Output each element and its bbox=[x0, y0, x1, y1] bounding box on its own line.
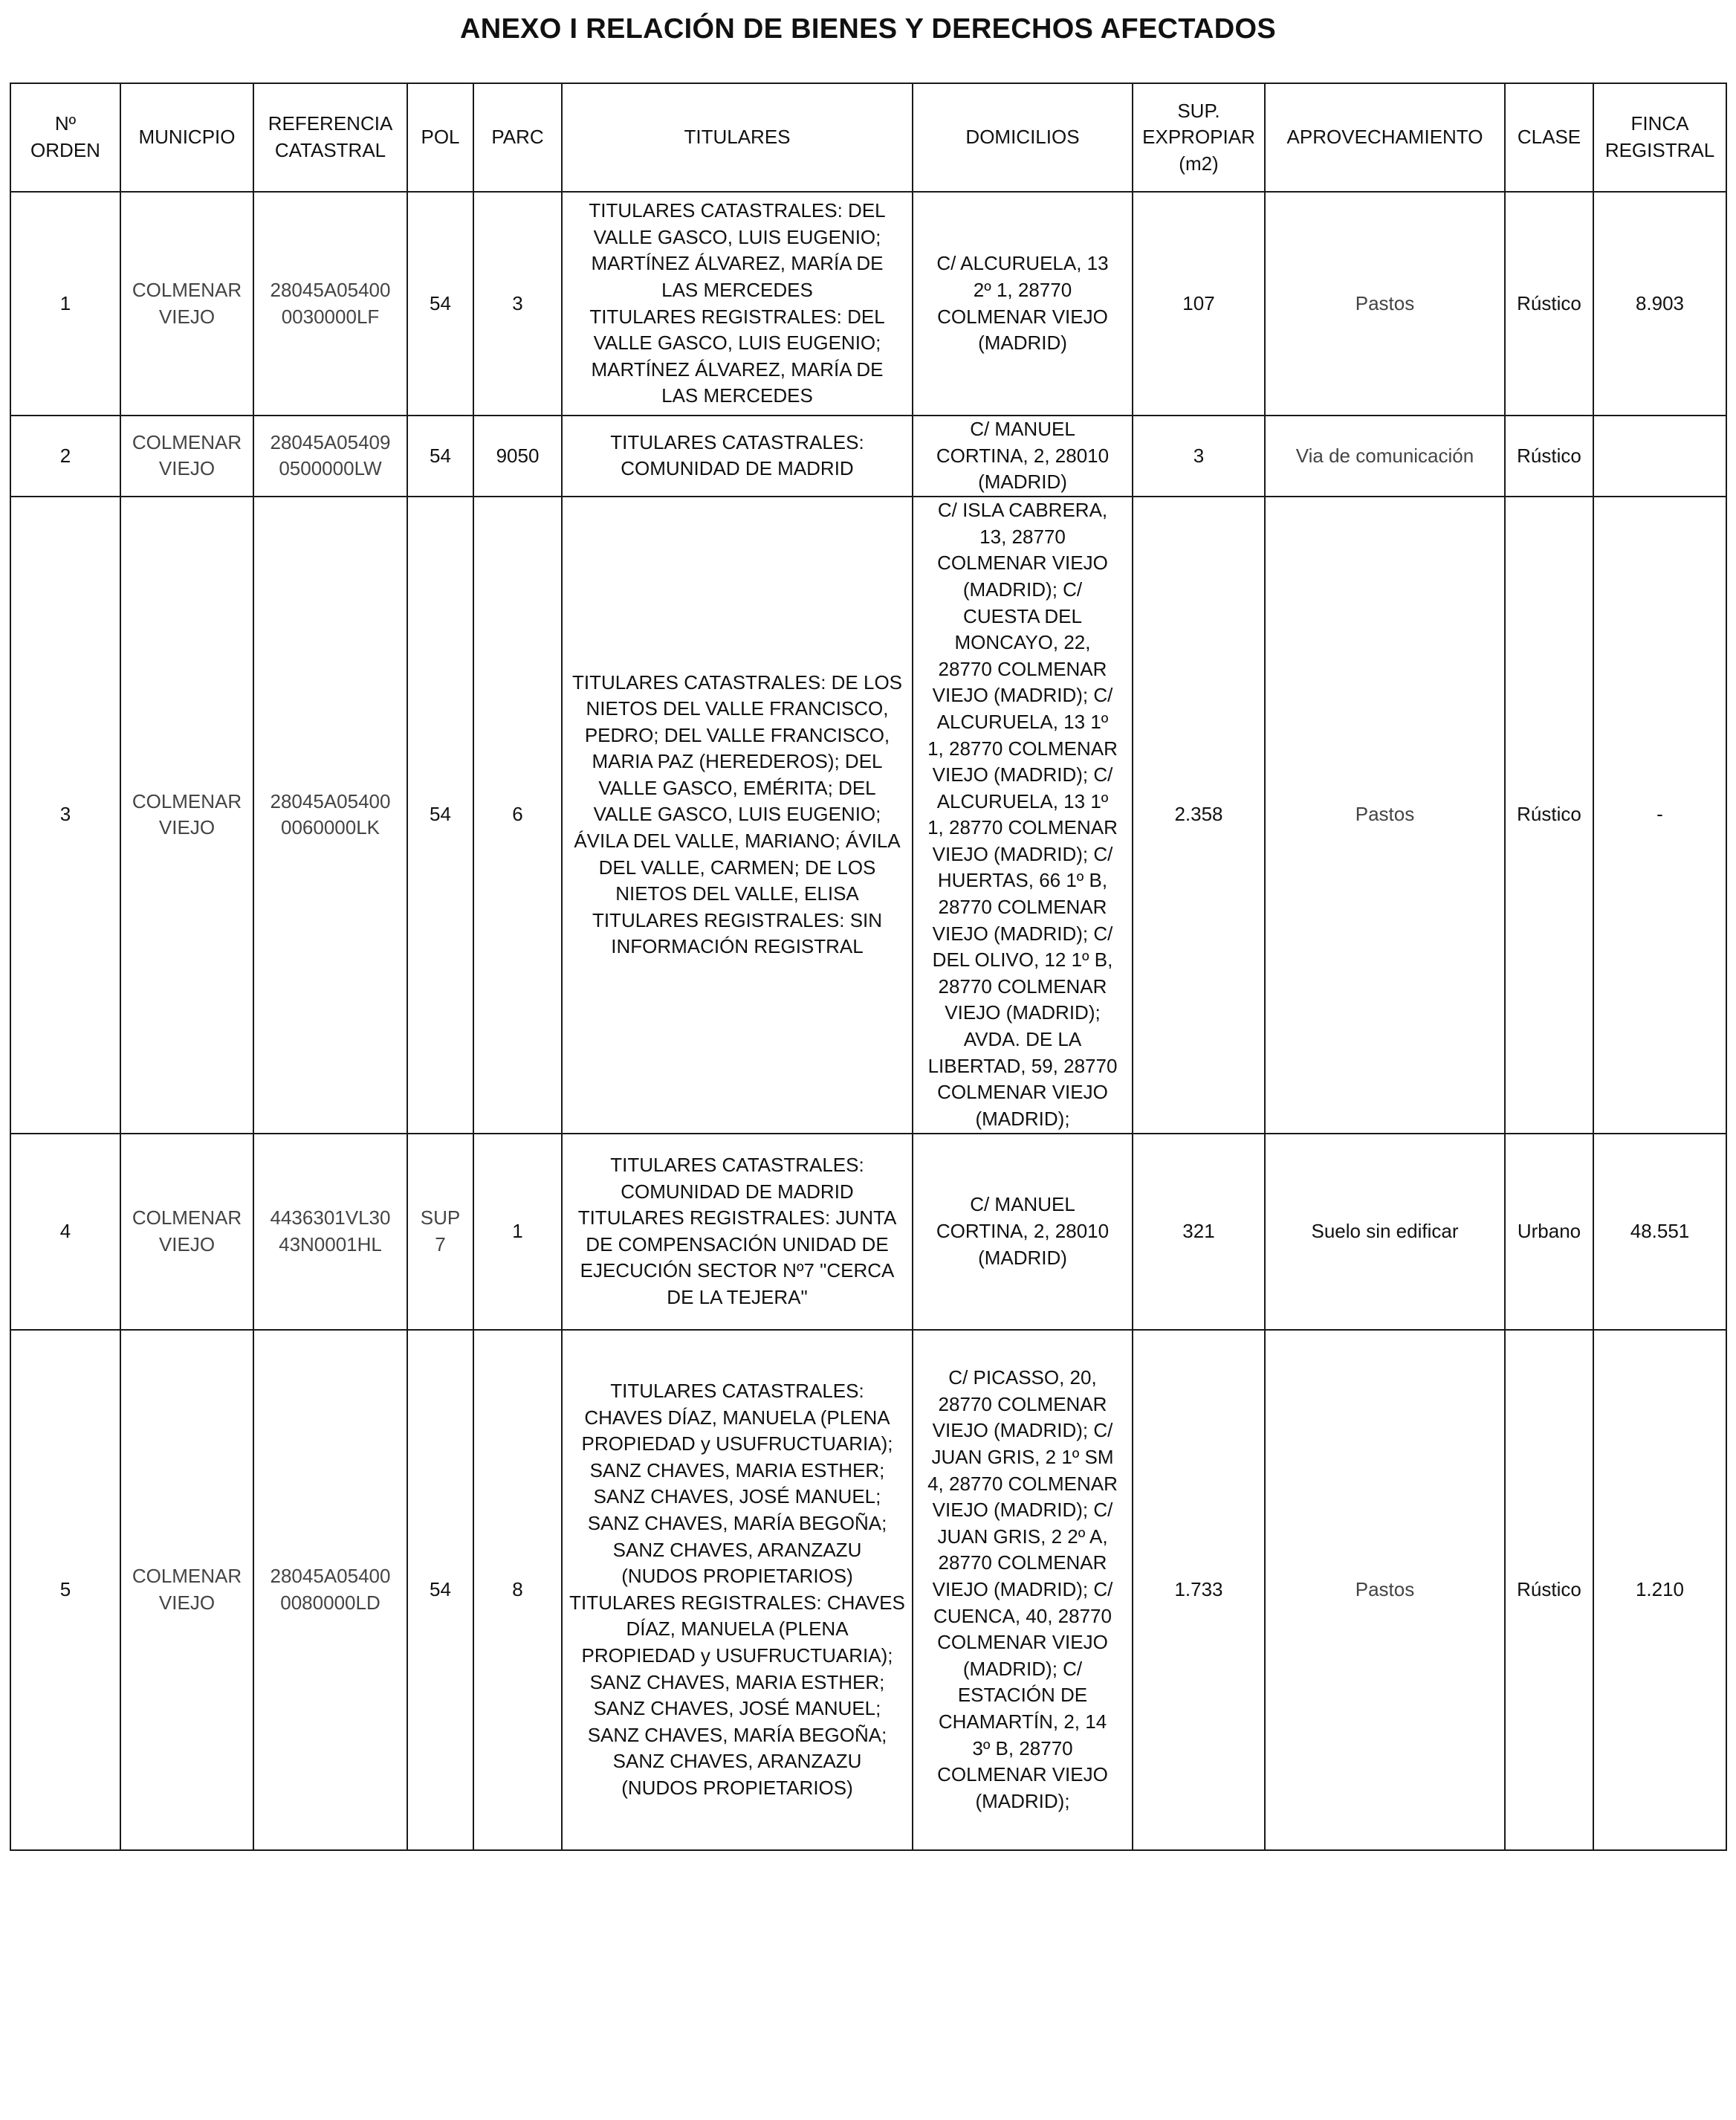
header-municipio: MUNICPIO bbox=[120, 83, 253, 192]
cell-pol: SUP 7 bbox=[407, 1134, 473, 1330]
cell-orden: 4 bbox=[10, 1134, 120, 1330]
annex-table bbox=[10, 83, 1727, 1851]
cell-clase: Rústico bbox=[1505, 1330, 1593, 1850]
cell-parc: 1 bbox=[473, 1134, 562, 1330]
cell-municipio: COLMENAR VIEJO bbox=[120, 1134, 253, 1330]
cell-referencia: 28045A05409 0500000LW bbox=[253, 416, 407, 497]
cell-finca: - bbox=[1593, 497, 1726, 1134]
header-pol: POL bbox=[407, 83, 473, 192]
cell-orden: 1 bbox=[10, 192, 120, 416]
cell-parc: 3 bbox=[473, 192, 562, 416]
cell-clase: Rústico bbox=[1505, 497, 1593, 1134]
cell-parc: 8 bbox=[473, 1330, 562, 1850]
cell-domicilios: C/ ALCURUELA, 13 2º 1, 28770 COLMENAR VIEJO (MADRID) bbox=[913, 192, 1133, 416]
cell-domicilios: C/ ISLA CABRERA, 13, 28770 COLMENAR VIEJO (MADRID); C/ CUESTA DEL MONCAYO, 22, 28770 COLMENAR VIEJO (MADRID); C/ ALCURUELA, 13 1º 1, 28770 COLMENAR VIEJO (MADRID); C/ ALCURUELA, 13 1º 1, 28770 COLMENAR VIEJO (MADRID); C/ HUERTAS, 66 1º B, 28770 COLMENAR VIEJO (MADRID); C/ DEL OLIVO, 12 1º B, 28770 COLMENAR VIEJO (MADRID); AVDA. DE LA LIBERTAD, 59, 28770 COLMENAR VIEJO (MADRID); bbox=[913, 497, 1133, 1134]
cell-referencia: 28045A05400 0060000LK bbox=[253, 497, 407, 1134]
cell-clase: Urbano bbox=[1505, 1134, 1593, 1330]
cell-municipio: COLMENAR VIEJO bbox=[120, 416, 253, 497]
cell-aprovechamiento: Suelo sin edificar bbox=[1265, 1134, 1505, 1330]
page-title: ANEXO I RELACIÓN DE BIENES Y DERECHOS AFECTADOS bbox=[460, 13, 1276, 45]
table-row bbox=[10, 1330, 1726, 1850]
cell-orden: 2 bbox=[10, 416, 120, 497]
header-aprovechamiento: APROVECHAMIENTO bbox=[1265, 83, 1505, 192]
cell-superficie: 1.733 bbox=[1133, 1330, 1265, 1850]
cell-domicilios: C/ MANUEL CORTINA, 2, 28010 (MADRID) bbox=[913, 1134, 1133, 1330]
cell-pol: 54 bbox=[407, 416, 473, 497]
cell-aprovechamiento: Pastos bbox=[1265, 192, 1505, 416]
cell-titulares: TITULARES CATASTRALES: DEL VALLE GASCO, LUIS EUGENIO; MARTÍNEZ ÁLVAREZ, MARÍA DE LAS MERCEDES TITULARES REGISTRALES: DEL VALLE GASCO, LUIS EUGENIO; MARTÍNEZ ÁLVAREZ, MARÍA DE LAS MERCEDES bbox=[562, 192, 913, 416]
cell-superficie: 3 bbox=[1133, 416, 1265, 497]
cell-titulares: TITULARES CATASTRALES: DE LOS NIETOS DEL VALLE FRANCISCO, PEDRO; DEL VALLE FRANCISCO, MARIA PAZ (HEREDEROS); DEL VALLE GASCO, EMÉRITA; DEL VALLE GASCO, LUIS EUGENIO; ÁVILA DEL VALLE, MARIANO; ÁVILA DEL VALLE, CARMEN; DE LOS NIETOS DEL VALLE, ELISA TITULARES REGISTRALES: SIN INFORMACIÓN REGISTRAL bbox=[562, 497, 913, 1134]
cell-finca: 8.903 bbox=[1593, 192, 1726, 416]
cell-finca bbox=[1593, 416, 1726, 497]
cell-superficie: 2.358 bbox=[1133, 497, 1265, 1134]
cell-finca: 1.210 bbox=[1593, 1330, 1726, 1850]
cell-titulares: TITULARES CATASTRALES: COMUNIDAD DE MADRID bbox=[562, 416, 913, 497]
cell-aprovechamiento: Via de comunicación bbox=[1265, 416, 1505, 497]
table-row bbox=[10, 497, 1726, 1134]
cell-pol: 54 bbox=[407, 192, 473, 416]
cell-pol: 54 bbox=[407, 1330, 473, 1850]
cell-municipio: COLMENAR VIEJO bbox=[120, 1330, 253, 1850]
table-row bbox=[10, 192, 1726, 416]
cell-domicilios: C/ MANUEL CORTINA, 2, 28010 (MADRID) bbox=[913, 416, 1133, 497]
cell-parc: 9050 bbox=[473, 416, 562, 497]
cell-municipio: COLMENAR VIEJO bbox=[120, 497, 253, 1134]
header-parc: PARC bbox=[473, 83, 562, 192]
cell-parc: 6 bbox=[473, 497, 562, 1134]
cell-superficie: 107 bbox=[1133, 192, 1265, 416]
cell-orden: 5 bbox=[10, 1330, 120, 1850]
header-superficie: SUP. EXPROPIAR (m2) bbox=[1133, 83, 1265, 192]
cell-municipio: COLMENAR VIEJO bbox=[120, 192, 253, 416]
cell-titulares: TITULARES CATASTRALES: COMUNIDAD DE MADRID TITULARES REGISTRALES: JUNTA DE COMPENSACIÓN UNIDAD DE EJECUCIÓN SECTOR Nº7 "CERCA DE LA TEJERA" bbox=[562, 1134, 913, 1330]
cell-clase: Rústico bbox=[1505, 416, 1593, 497]
cell-referencia: 4436301VL30 43N0001HL bbox=[253, 1134, 407, 1330]
cell-titulares: TITULARES CATASTRALES: CHAVES DÍAZ, MANUELA (PLENA PROPIEDAD y USUFRUCTUARIA); SANZ CHAVES, MARIA ESTHER; SANZ CHAVES, JOSÉ MANUEL; SANZ CHAVES, MARÍA BEGOÑA; SANZ CHAVES, ARANZAZU (NUDOS PROPIETARIOS) TITULARES REGISTRALES: CHAVES DÍAZ, MANUELA (PLENA PROPIEDAD y USUFRUCTUARIA); SANZ CHAVES, MARIA ESTHER; SANZ CHAVES, JOSÉ MANUEL; SANZ CHAVES, MARÍA BEGOÑA; SANZ CHAVES, ARANZAZU (NUDOS PROPIETARIOS) bbox=[562, 1330, 913, 1850]
header-finca: FINCA REGISTRAL bbox=[1593, 83, 1726, 192]
cell-orden: 3 bbox=[10, 497, 120, 1134]
cell-pol: 54 bbox=[407, 497, 473, 1134]
cell-referencia: 28045A05400 0080000LD bbox=[253, 1330, 407, 1850]
table-row bbox=[10, 416, 1726, 497]
cell-domicilios: C/ PICASSO, 20, 28770 COLMENAR VIEJO (MADRID); C/ JUAN GRIS, 2 1º SM 4, 28770 COLMENAR VIEJO (MADRID); C/ JUAN GRIS, 2 2º A, 28770 COLMENAR VIEJO (MADRID); C/ CUENCA, 40, 28770 COLMENAR VIEJO (MADRID); C/ ESTACIÓN DE CHAMARTÍN, 2, 14 3º B, 28770 COLMENAR VIEJO (MADRID); bbox=[913, 1330, 1133, 1850]
cell-clase: Rústico bbox=[1505, 192, 1593, 416]
cell-referencia: 28045A05400 0030000LF bbox=[253, 192, 407, 416]
cell-aprovechamiento: Pastos bbox=[1265, 1330, 1505, 1850]
header-clase: CLASE bbox=[1505, 83, 1593, 192]
table-row bbox=[10, 1134, 1726, 1330]
cell-superficie: 321 bbox=[1133, 1134, 1265, 1330]
header-titulares: TITULARES bbox=[562, 83, 913, 192]
cell-finca: 48.551 bbox=[1593, 1134, 1726, 1330]
cell-aprovechamiento: Pastos bbox=[1265, 497, 1505, 1134]
header-row bbox=[10, 83, 1726, 192]
header-referencia: REFERENCIA CATASTRAL bbox=[253, 83, 407, 192]
header-domicilios: DOMICILIOS bbox=[913, 83, 1133, 192]
header-orden: Nº ORDEN bbox=[10, 83, 120, 192]
